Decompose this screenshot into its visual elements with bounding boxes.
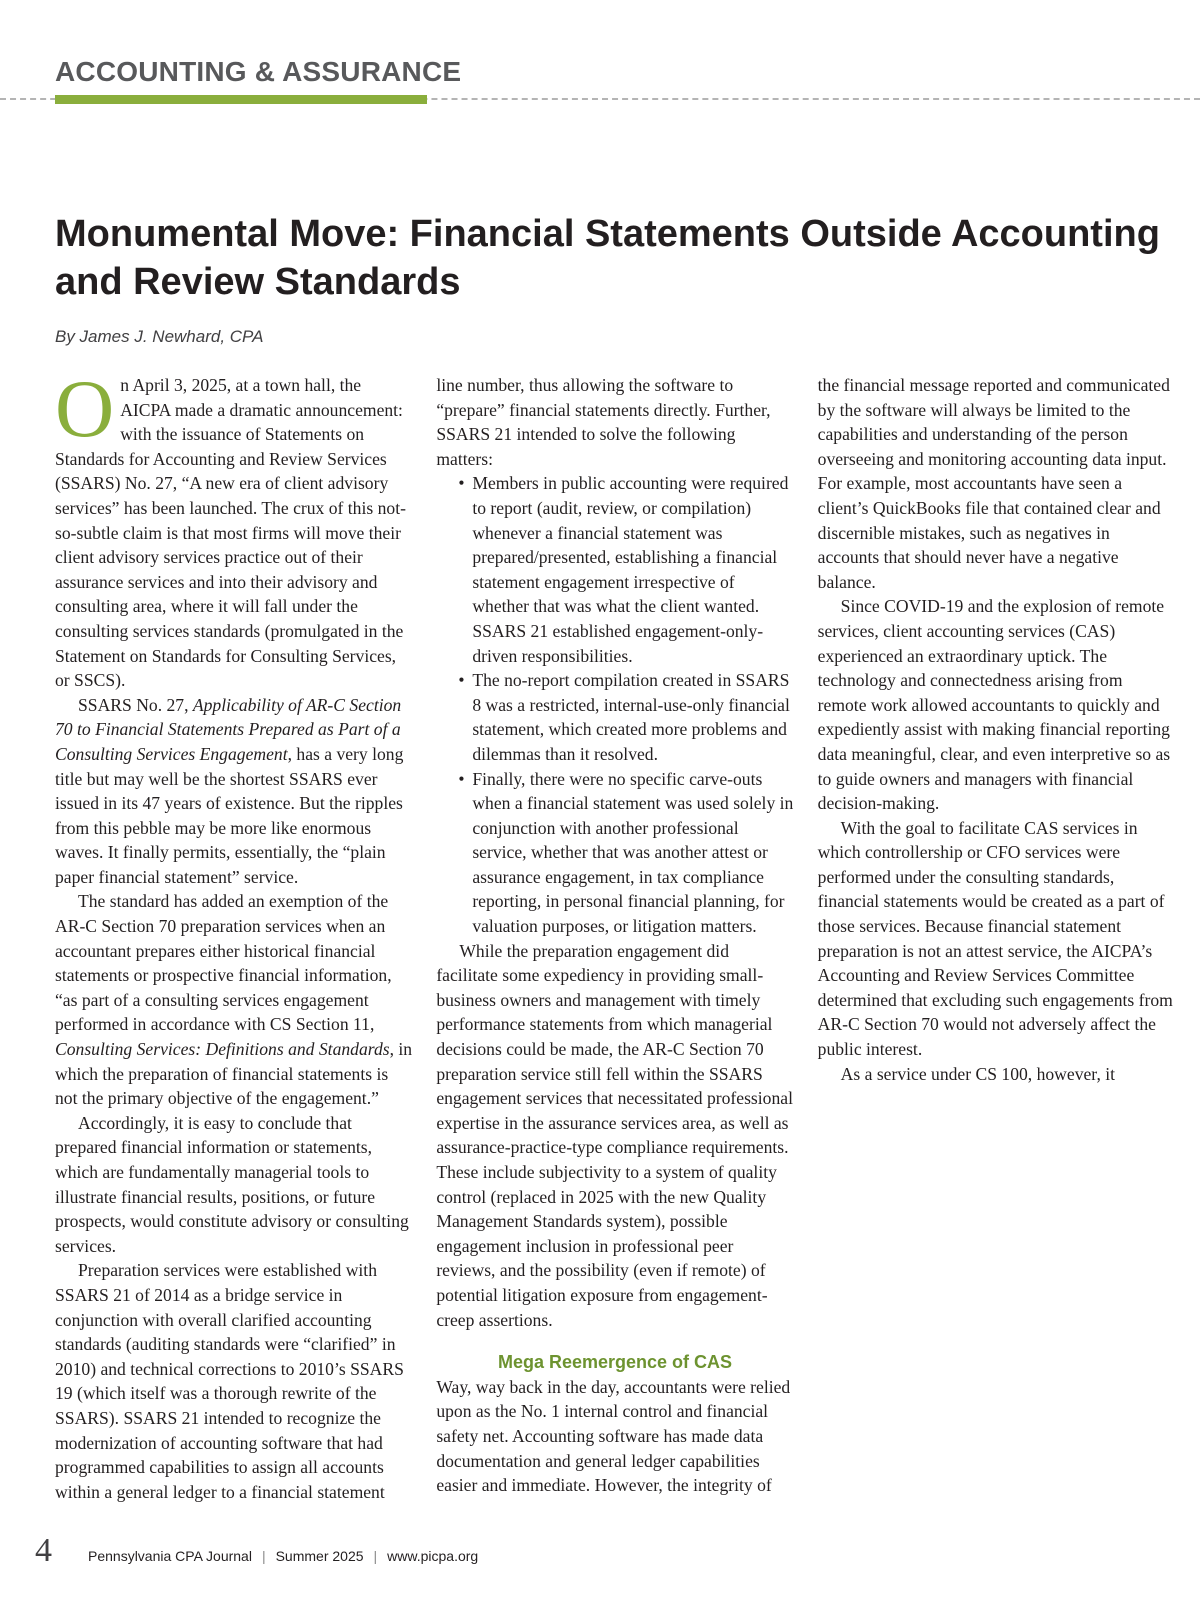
paragraph-4: Accordingly, it is easy to conclude that prepared financial information or statements, which are fundamentally managerial tools to illustrate financial results, positions, or future prospects, would constitute advisory or consulting services. — [55, 1112, 409, 1256]
paragraph-1: On April 3, 2025, at a town hall, the AICPA made a dramatic announcement: with the issuance of Statements on Standards for Accounting and Review Services (SSARS) No. 27, “A new era of client advisory services” has been launched. The crux of this not-so-subtle claim is that most firms will move their client advisory services practice out of their assurance services and into their advisory and consulting area, where it will fall under the consulting services standards (promulgated in the Statement on Standards for Consulting Services, or SSCS). — [55, 363, 406, 691]
footer-separator: | — [261, 1548, 266, 1564]
drop-cap: O — [55, 363, 115, 454]
list-item: • Finally, there were no specific carve-outs when a financial statement was used solely in conjunction with another professional service, whether that was another attest or assurance engagement, in tax compliance reporting, in personal financial planning, for valuation purposes, or litigation matters. — [458, 767, 793, 939]
article-body — [55, 363, 1175, 1513]
paragraph-5: Preparation services were established with SSARS 21 of 2014 as a bridge service in conjunction with overall clarified accounting standards (auditing standards were “clarified” in 2010) and technical corrections to 2010’s SSARS 19 (which itself was a thorough rewrite of the SSARS). SSARS 21 intended to recognize the modernization of accounting software that had programmed capabilities to assign all accounts within a general ledger to a financial statement line number, thus allowing the software to “prepare” financial statements directly. Further, SSARS 21 intended to solve the following matters: — [55, 375, 771, 1502]
footer-separator: | — [373, 1548, 378, 1564]
list-item: • The no-report compilation created in SSARS 8 was a restricted, internal-use-only financial statement, which created more problems and dilemmas than it resolved. — [458, 668, 793, 766]
bullet-list — [436, 471, 793, 938]
section-label: ACCOUNTING & ASSURANCE — [55, 56, 462, 87]
publication-name: Pennsylvania CPA Journal — [88, 1548, 252, 1564]
paragraph-7: Way, way back in the day, accountants were relied upon as the No. 1 internal control and financial safety net. Accounting software has made data documentation and general ledger capabilities easier and immediate. However, the integrity of the financial message reported and communicated by the software will always be limited to the capabilities and understanding of the person overseeing and monitoring accounting data input. For example, most accountants have seen a client’s QuickBooks file that contained clear and discernible mistakes, such as negatives in accounts that should never have a negative balance. — [436, 375, 1170, 1496]
list-item: • Members in public accounting were required to report (audit, review, or compilation) whenever a financial statement was prepared/presented, establishing a financial statement engagement irrespective of whether that was what the client wanted. SSARS 21 established engagement-only-driven responsibilities. — [458, 471, 793, 668]
website-link[interactable]: www.picpa.org — [387, 1548, 479, 1564]
page-footer — [35, 1532, 478, 1570]
paragraph-8: Since COVID-19 and the explosion of remote services, client accounting services (CAS) experienced an extraordinary uptick. The technology and connectedness arising from remote work allowed accountants to quickly and expediently assist with making financial reporting data meaningful, clear, and even interpretive so as to guide owners and managers with financial decision-making. — [817, 596, 1171, 814]
paragraph-2: SSARS No. 27, Applicability of AR-C Section 70 to Financial Statements Prepared as Part of a Consulting Services Engagement, has a very long title but may well be the shortest SSARS ever issued in its 47 years of existence. But the ripples from this pebble may be more like enormous waves. It finally permits, essentially, the “plain paper financial statement” service. — [55, 694, 404, 887]
subheading: Mega Reemergence of CAS — [497, 1352, 733, 1373]
paragraph-3: The standard has added an exemption of the AR-C Section 70 preparation services when an accountant prepares either historical financial statements or prospective financial information, “as part of a consulting services engagement performed in accordance with CS Section 11, Consulting Services: Definitions and Standards, in which the preparation of financial statements is not the primary objective of the engagement.” — [55, 891, 413, 1109]
paragraph-10: As a service under CS 100, however, it — [840, 1063, 1116, 1084]
page-number: 4 — [35, 1532, 52, 1569]
cs-section-11-title: Consulting Services: Definitions and Standards — [55, 1039, 390, 1060]
article-title: Monumental Move: Financial Statements Outside Accounting and Review Standards — [55, 213, 1160, 303]
byline: By James J. Newhard, CPA — [55, 327, 264, 346]
issue-label: Summer 2025 — [275, 1548, 364, 1564]
paragraph-6: While the preparation engagement did facilitate some expediency in providing small-business owners and management with timely performance statements from which managerial decisions could be made, the AR-C Section 70 preparation service still fell within the SSARS engagement services that necessitated professional expertise in the assurance services area, as well as assurance-practice-type compliance requirements. These include subjectivity to a system of quality control (replaced in 2025 with the new Quality Management Standards system), possible engagement inclusion in professional peer reviews, and the possibility (even if remote) of potential litigation exposure from engagement-creep assertions. — [436, 940, 793, 1330]
section-accent-bar — [55, 95, 427, 104]
paragraph-9: With the goal to facilitate CAS services in which controllership or CFO services were performed under the consulting standards, financial statements would be created as a part of those services. Because financial statement preparation is not an attest service, the AICPA’s Accounting and Review Services Committee determined that excluding such engagements from AR-C Section 70 would not adversely affect the public interest. — [817, 817, 1173, 1060]
ssars-27-title: Applicability of AR-C Section 70 to Financial Statements Prepared as Part of a Consulting Services Engagement — [55, 694, 402, 764]
